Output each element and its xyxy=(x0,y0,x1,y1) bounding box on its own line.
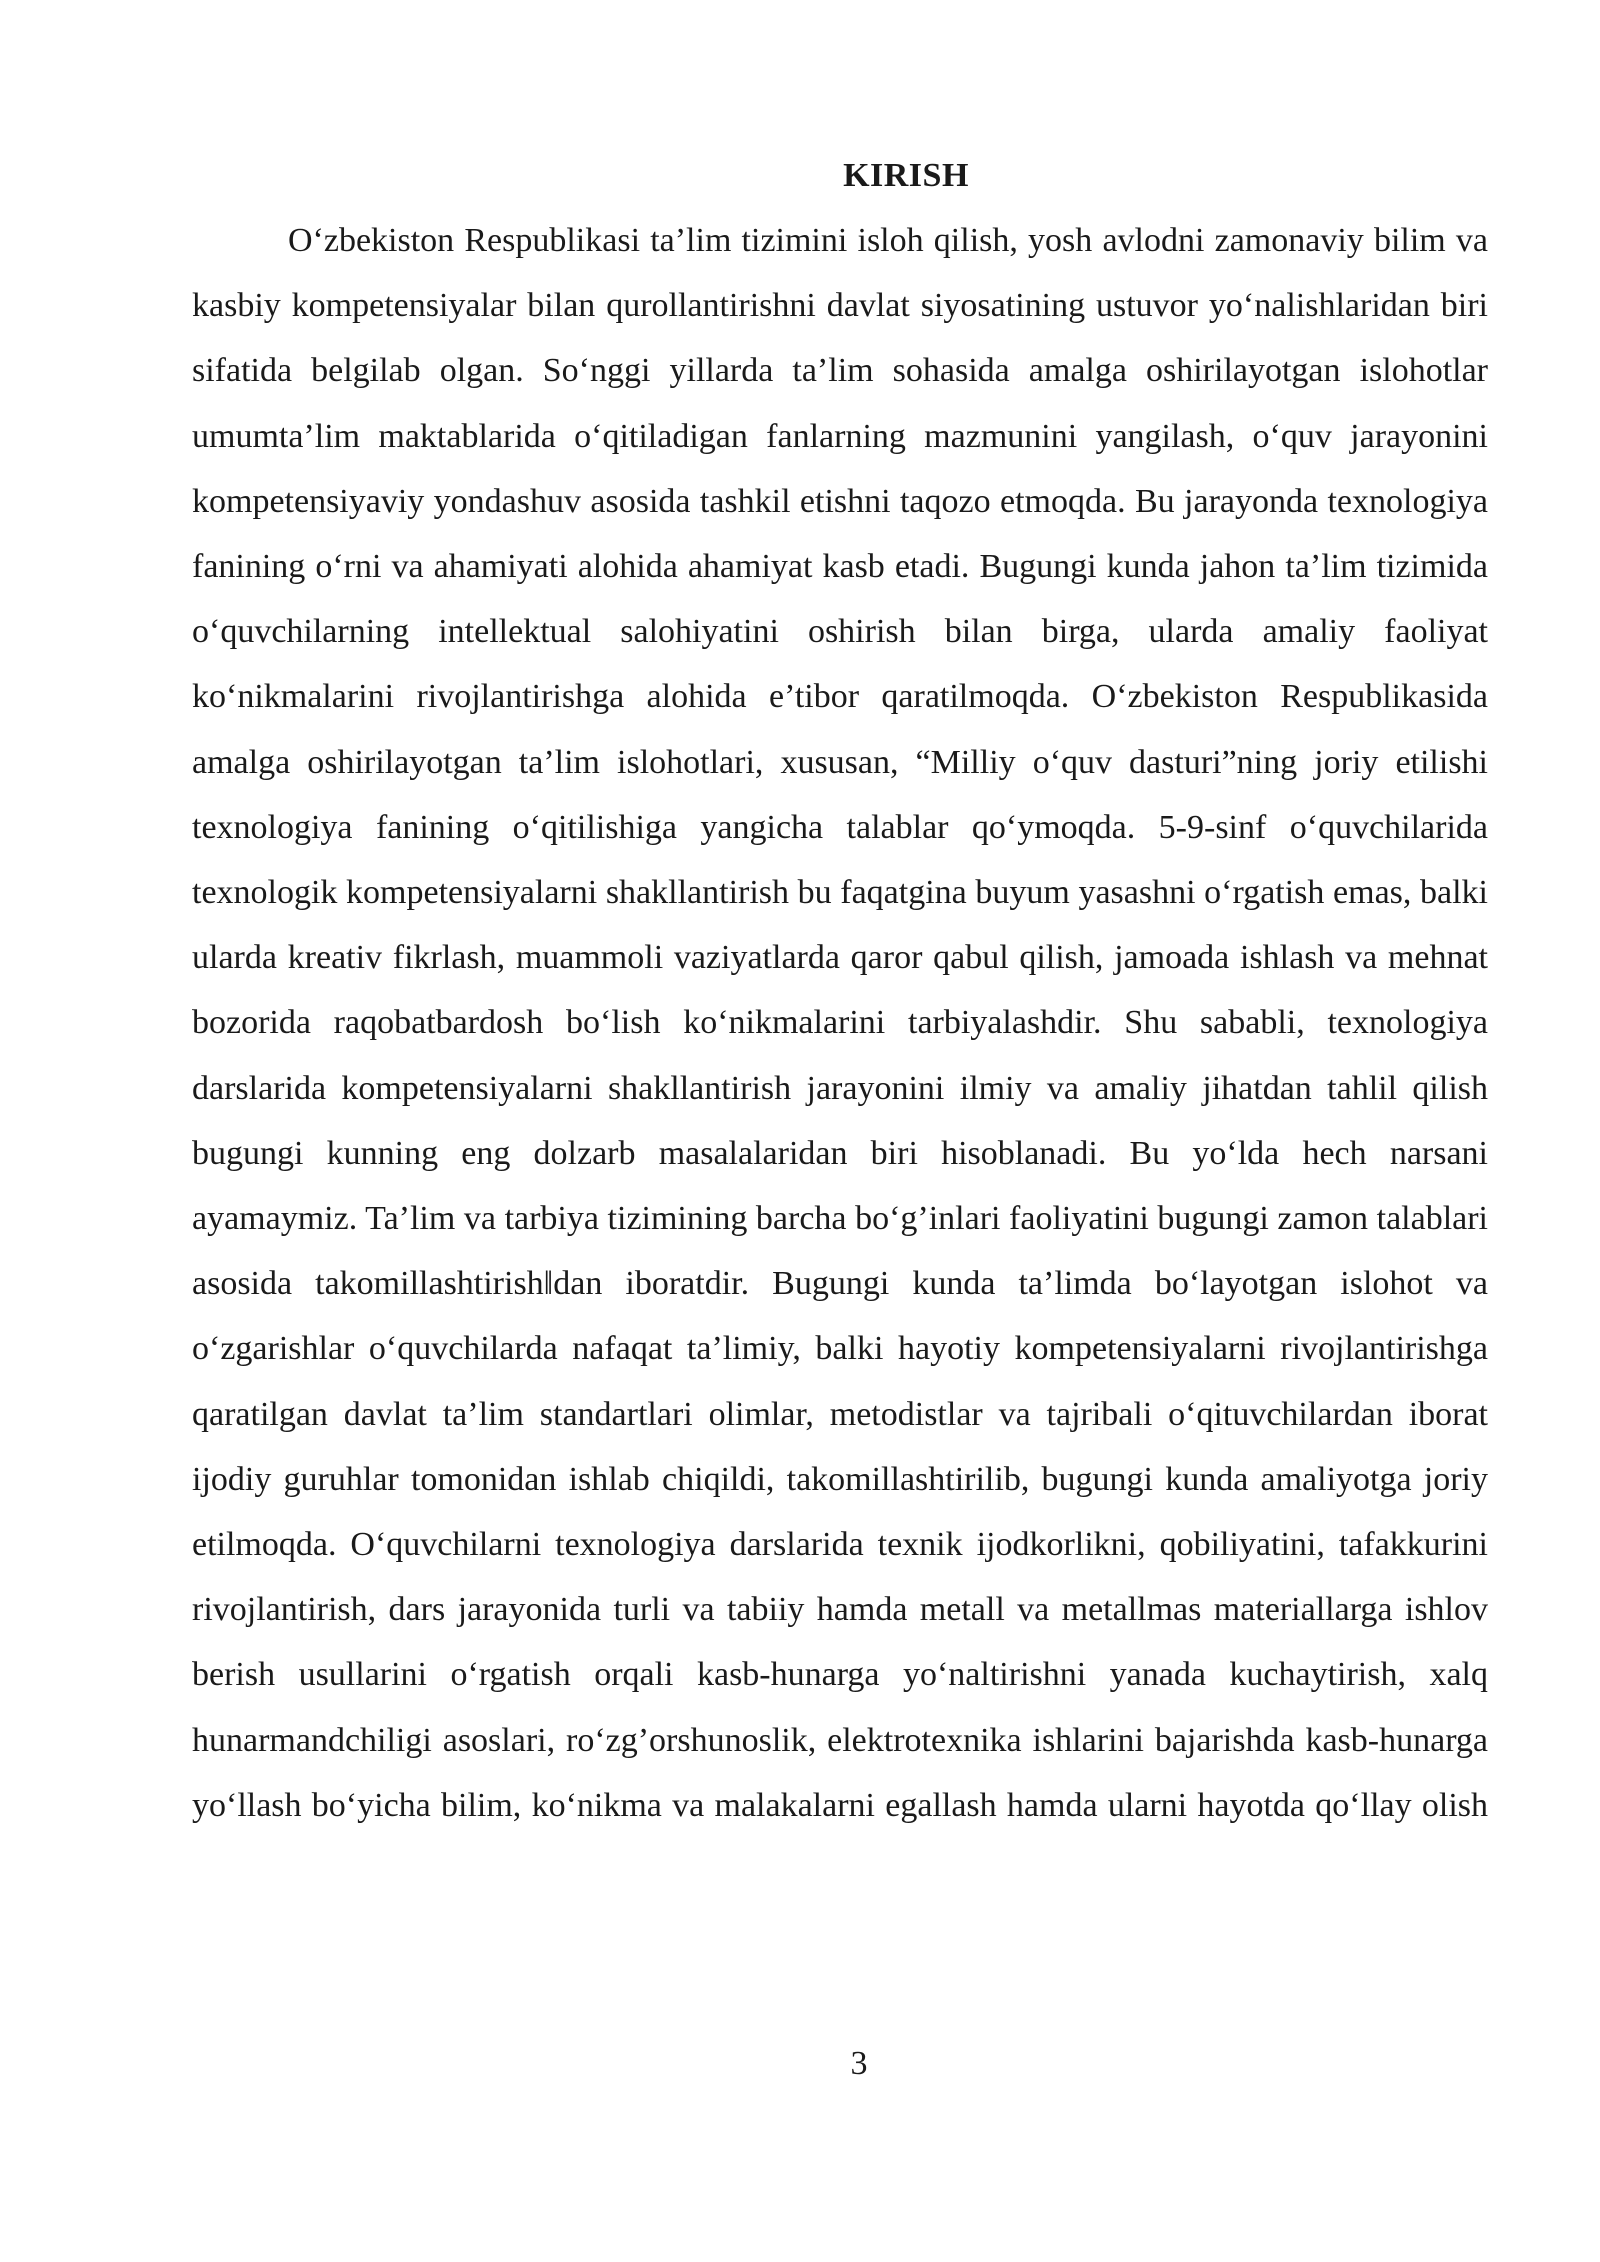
page-number: 3 xyxy=(850,2045,868,2082)
body-paragraph: O‘zbekiston Respublikasi ta’lim tizimini isloh qilish, yosh avlodni zamonaviy bilim va kasbiy kompetensiyalar bilan qurollantirishni davlat siyosatining ustuvor yo‘nalishlaridan biri sifatida belgilab olgan. So‘nggi yillarda ta’lim sohasida amalga oshirilayotgan islohotlar umumta’lim maktablarida o‘qitiladigan fanlarning mazmunini yangilash, o‘quv jarayonini kompetensiyaviy yondashuv asosida tashkil etishni taqozo etmoqda. Bu jarayonda texnologiya fanining o‘rni va ahamiyati alohida ahamiyat kasb etadi. Bugungi kunda jahon ta’lim tizimida o‘quvchilarning intellektual salohiyatini oshirish bilan birga, ularda amaliy faoliyat ko‘nikmalarini rivojlantirishga alohida e’tibor qaratilmoqda. O‘zbekiston Respublikasida amalga oshirilayotgan ta’lim islohotlari, xususan, “Milliy o‘quv dasturi”ning joriy etilishi texnologiya fanining o‘qitilishiga yangicha talablar qo‘ymoqda. 5-9-sinf o‘quvchilarida texnologik kompetensiyalarni shakllantirish bu faqatgina buyum yasashni o‘rgatish emas, balki ularda kreativ fikrlash, muammoli vaziyatlarda qaror qabul qilish, jamoada ishlash va mehnat bozorida raqobatbardosh bo‘lish ko‘nikmalarini tarbiyalashdir. Shu sababli, texnologiya darslarida kompetensiyalarni shakllantirish jarayonini ilmiy va amaliy jihatdan tahlil qilish bugungi kunning eng dolzarb masalalaridan biri hisoblanadi. Bu yo‘lda hech narsani ayamaymiz. Ta’lim va tarbiya tizimining barcha bo‘g’inlari faoliyatini bugungi zamon talablari asosida takomillashtirish‖dan iboratdir. Bugungi kunda ta’limda bo‘layotgan islohot va o‘zgarishlar o‘quvchilarda nafaqat ta’limiy, balki hayotiy kompetensiyalarni rivojlantirishga qaratilgan davlat ta’lim standartlari olimlar, metodistlar va tajribali o‘qituvchilardan iborat ijodiy guruhlar tomonidan ishlab chiqildi, takomillashtirilib, bugungi kunda amaliyotga joriy etilmoqda. O‘quvchilarni texnologiya darslarida texnik ijodkorlikni, qobiliyatini, tafakkurini rivojlantirish, dars jarayonida turli va tabiiy hamda metall va metallmas materiallarga ishlov berish usullarini o‘rgatish orqali kasb-hunarga yo‘naltirishni yanada kuchaytirish, xalq hunarmandchiligi asoslari, ro‘zg’orshunoslik, elektrotexnika ishlarini bajarishda kasb-hunarga yo‘llash bo‘yicha bilim, ko‘nikma va malakalarni egallash hamda ularni hayotda qo‘llay olish xyxy=(192,222,1488,1824)
section-heading: KIRISH xyxy=(843,157,969,194)
